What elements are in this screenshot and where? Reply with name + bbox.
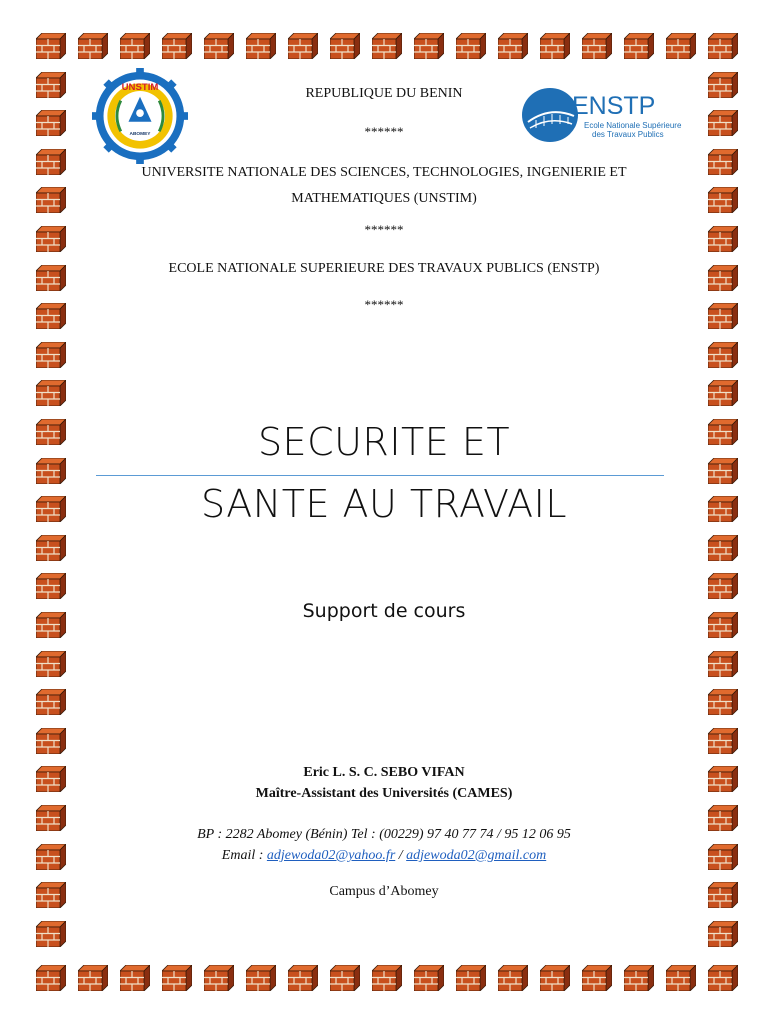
unstim-logo-icon [92, 68, 188, 164]
email-label: Email : [221, 848, 267, 863]
university-heading: UNIVERSITE NATIONALE DES SCIENCES, TECHNOLOGIES, INGENIERIE ET MATHEMATIQUES (UNSTIM) [141, 165, 627, 206]
separator-stars: ****** [364, 297, 404, 312]
separator-stars: ****** [364, 124, 404, 139]
document-title-line-2: SANTE AU TRAVAIL [200, 482, 567, 526]
document-title-line-1: SECURITE ET [257, 420, 511, 464]
country-heading: REPUBLIQUE DU BENIN [305, 86, 463, 101]
contact-address-phone: BP : 2282 Abomey (Bénin) Tel : (00229) 97 40 77 74 / 95 12 06 95 [197, 827, 571, 842]
school-heading: ECOLE NATIONALE SUPERIEURE DES TRAVAUX PUBLICS (ENSTP) [168, 261, 600, 276]
contact-email-line [100, 848, 668, 864]
separator-stars: ****** [364, 222, 404, 237]
title-divider [96, 475, 664, 476]
enstp-logo-tagline-1: Ecole Nationale Supérieure [584, 121, 682, 130]
author-role: Maître-Assistant des Universités (CAMES) [255, 786, 513, 801]
author-name: Eric L. S. C. SEBO VIFAN [303, 765, 465, 780]
email-link-gmail[interactable]: adjewoda02@gmail.com [406, 848, 547, 863]
document-subtitle: Support de cours [302, 600, 466, 622]
email-separator: / [395, 848, 407, 863]
unstim-logo-text: UNSTIM [121, 82, 159, 94]
unstim-logo-city: ABOMEY [129, 132, 151, 138]
campus-name: Campus d’Abomey [329, 884, 439, 899]
enstp-logo-tagline-2: des Travaux Publics [592, 130, 664, 139]
email-link-yahoo[interactable]: adjewoda02@yahoo.fr [266, 848, 396, 863]
enstp-logo-acronym: ENSTP [572, 92, 656, 120]
